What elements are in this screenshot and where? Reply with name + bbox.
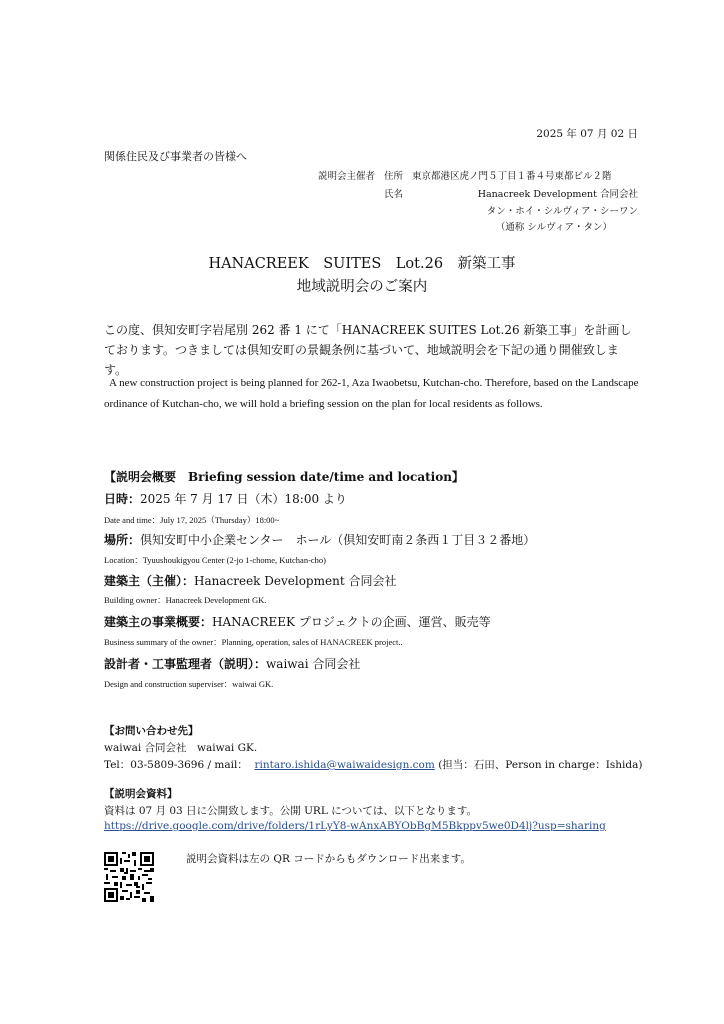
overview-item-datetime [104, 490, 347, 507]
address-label: 住所 [384, 171, 404, 182]
materials-text: 資料は 07 月 03 日に公開致します。公開 URL については、以下となります。 [104, 805, 478, 817]
contact-email-link[interactable]: rintaro.ishida@waiwaidesign.com [254, 759, 435, 771]
organizer-company: Hanacreek Development 合同会社 [477, 189, 638, 200]
representative-name: タン・ホイ・シルヴィア・シーワン [486, 206, 638, 217]
item-label: 建築主の事業概要： [104, 615, 213, 629]
materials-heading: 【説明会資料】 [104, 788, 178, 800]
item-value: waiwai 合同会社 [266, 657, 361, 671]
intro-english: A new construction project is being planned for 262-1, Aza Iwaobetsu, Kutchan-cho. Therefore, based on the Landscape ordinance of Kutchan-cho, we will hold a briefing session on the plan for local residents as follows. [104, 377, 639, 410]
contact-tel: Tel：03-5809-3696 / mail： [104, 759, 248, 771]
contact-heading: 【お問い合わせ先】 [104, 725, 199, 737]
item-label: 設計者・工事監理者（説明）： [104, 657, 267, 671]
salutation: 関係住民及び事業者の皆様へ [104, 150, 247, 163]
overview-item-business-en: Business summary of the owner：Planning, operation, sales of HANACREEK project.. [104, 637, 403, 647]
overview-item-designer-en: Design and construction superviser：waiwai GK. [104, 679, 274, 689]
item-label: 建築主（主催）： [104, 574, 195, 588]
materials-url-link[interactable]: https://drive.google.com/drive/folders/1rLyY8-wAnxABYObBgM5Bkppv5we0D4lj?usp=sharing [104, 820, 606, 832]
item-label: 日時： [104, 492, 141, 506]
intro-japanese: この度、倶知安町字岩尾別 262 番 1 にて「HANACREEK SUITES Lot.26 新築工事」を計画しております。つきましては倶知安町の景観条例に基づいて、地域説明会を下記の通り開催致します。 [104, 323, 632, 377]
overview-item-business [104, 613, 491, 630]
item-label: 場所： [104, 533, 141, 547]
qr-code-icon [104, 852, 154, 902]
page-subtitle: 地域説明会のご案内 [296, 279, 428, 295]
representative-alias: （通称 シルヴィア・タン） [495, 222, 612, 233]
overview-item-owner [104, 572, 396, 589]
overview-item-designer [104, 655, 360, 672]
overview-item-owner-en: Building owner：Hanacreek Development GK. [104, 595, 267, 605]
page-title: HANACREEK SUITES Lot.26 新築工事 [208, 256, 516, 272]
item-value: Hanacreek Development 合同会社 [194, 574, 397, 588]
overview-item-location-en: Location：Tyuushoukigyou Center (2-jo 1-chome, Kutchan-cho) [104, 555, 327, 565]
document-date: 2025 年 07 月 02 日 [536, 128, 638, 140]
item-value: 倶知安町中小企業センター ホール（倶知安町南２条西１丁目３２番地） [140, 533, 536, 547]
name-label: 氏名 [384, 189, 404, 200]
contact-person: (担当：石田、Person in charge：Ishida) [438, 759, 643, 771]
contact-company: waiwai 合同会社 waiwai GK. [104, 742, 258, 754]
item-value: HANACREEK プロジェクトの企画、運営、販売等 [212, 615, 491, 629]
organizer-label: 説明会主催者 [318, 171, 376, 182]
contact-line [104, 757, 642, 772]
overview-heading: 【説明会概要 Briefing session date/time and location】 [104, 470, 464, 484]
overview-item-location [104, 531, 535, 548]
overview-item-datetime-en: Date and time：July 17, 2025（Thursday）18:00~ [104, 515, 280, 525]
item-value: 2025 年 7 月 17 日（木）18:00 より [140, 492, 347, 506]
organizer-address: 東京都港区虎ノ門５丁目１番４号東都ビル２階 [412, 171, 612, 182]
qr-note: 説明会資料は左の QR コードからもダウンロード出来ます。 [186, 853, 471, 865]
